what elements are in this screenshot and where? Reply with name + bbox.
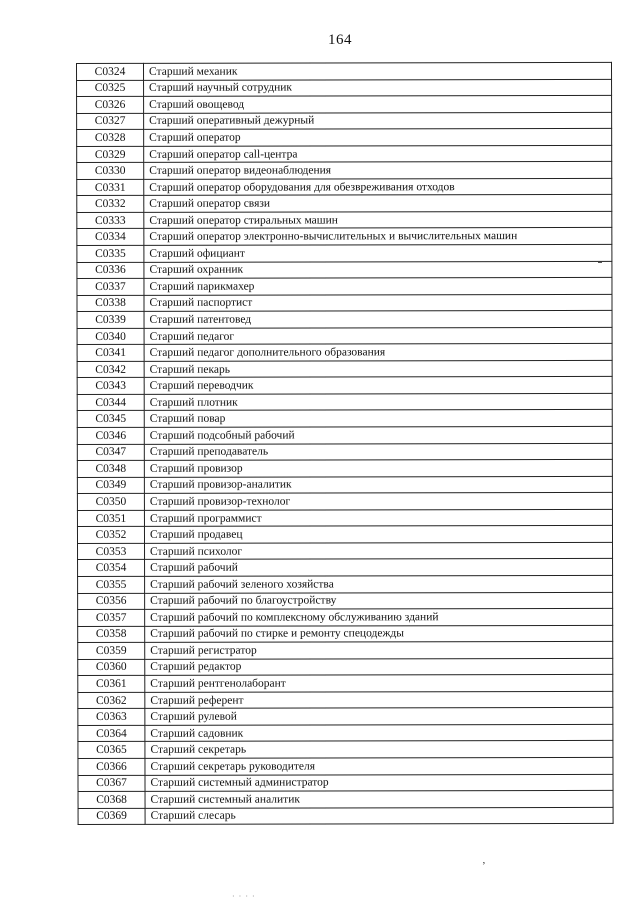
row-code: С0357 [78,609,145,626]
table-row [78,790,613,808]
row-occupation-name: Старший педагог дополнительного образования [144,344,612,362]
row-occupation-name: Старший рабочий по комплексному обслуживанию зданий [145,608,613,626]
row-code: С0349 [77,477,144,494]
row-occupation-name: Старший оператор call-центра [144,145,612,163]
table-row [77,294,612,312]
row-code: С0326 [77,96,144,113]
scan-edge-mark [598,262,602,263]
row-code: С0361 [78,676,145,693]
row-occupation-name: Старший психолог [145,542,613,560]
row-code: С0339 [77,312,144,329]
row-code: С0347 [77,444,144,461]
table-row [77,426,612,444]
row-occupation-name: Старший механик [144,62,612,80]
row-code: С0362 [78,692,145,709]
table-row [77,360,612,378]
table-row [78,807,613,825]
row-code: С0358 [78,626,145,643]
row-code: С0328 [77,130,144,147]
row-code: С0338 [77,295,144,312]
table-row [77,493,612,511]
table-row [78,608,613,626]
table-row [77,526,612,544]
table-row [77,228,612,246]
row-occupation-name: Старший рабочий [145,559,613,577]
table-row [77,261,612,279]
row-code: С0345 [77,411,144,428]
table-row [78,542,613,560]
table-row [77,344,612,362]
table-row [78,675,613,693]
table-body [77,62,614,824]
row-code: С0366 [78,758,145,775]
row-occupation-name: Старший провизор [144,460,612,478]
table-row [77,443,612,461]
table-row [77,112,612,130]
table-row [78,724,613,742]
scan-tick-mark: ‚ [482,854,486,866]
row-occupation-name: Старший секретарь [145,741,613,759]
table-row [77,393,612,411]
row-occupation-name: Старший патентовед [144,311,612,329]
row-occupation-name: Старший рабочий зеленого хозяйства [145,575,613,593]
row-occupation-name: Старший оператор стиральных машин [144,211,612,229]
row-occupation-name: Старший рентгенолаборант [145,675,613,693]
row-code: С0333 [77,212,144,229]
table-row [77,311,612,329]
row-code: С0329 [77,146,144,163]
row-occupation-name: Старший системный администратор [145,774,613,792]
row-code: С0351 [77,510,144,527]
row-occupation-name: Старший садовник [145,724,613,742]
row-occupation-name: Старший преподаватель [144,443,612,461]
row-code: С0330 [77,163,144,180]
table-row [77,62,612,80]
row-occupation-name: Старший подсобный рабочий [144,426,612,444]
table-row [77,410,612,428]
row-code: С0324 [77,63,144,80]
page-number: 164 [328,32,352,48]
row-occupation-name: Старший парикмахер [144,277,612,295]
row-code: С0359 [78,642,145,659]
row-occupation-name: Старший плотник [144,393,612,411]
row-occupation-name: Старший программист [144,509,612,527]
scan-dots-mark: · · · · [232,892,256,901]
row-occupation-name: Старший рулевой [145,708,613,726]
row-occupation-name: Старший провизор-аналитик [144,476,612,494]
row-code: С0352 [77,527,144,544]
row-code: С0340 [77,328,144,345]
table-row [78,559,613,577]
table-row [77,195,612,213]
row-code: С0342 [77,361,144,378]
table-row [77,277,612,295]
table-row [77,129,612,147]
row-occupation-name: Старший слесарь [145,807,613,825]
row-occupation-name: Старший секретарь руководителя [145,757,613,775]
row-occupation-name: Старший оператор электронно-вычислительных и вычислительных машин [144,228,612,246]
row-occupation-name: Старший рабочий по благоустройству [145,592,613,610]
table-row [77,95,612,113]
row-occupation-name: Старший оперативный дежурный [144,112,612,130]
table-row [78,774,613,792]
table-row [78,592,613,610]
row-occupation-name: Старший овощевод [144,95,612,113]
row-occupation-name: Старший охранник [144,261,612,279]
row-occupation-name: Старший системный аналитик [145,790,613,808]
row-occupation-name: Старший оператор [144,129,612,147]
row-code: С0337 [77,278,144,295]
row-code: С0355 [78,576,145,593]
row-occupation-name: Старший оператор оборудования для обезвреживания отходов [144,178,612,196]
row-code: С0350 [77,494,144,511]
row-occupation-name: Старший оператор связи [144,195,612,213]
table-row [77,211,612,229]
table-row [77,377,612,395]
row-occupation-name: Старший педагог [144,327,612,345]
row-occupation-name: Старший редактор [145,658,613,676]
table-row [77,509,612,527]
table-row [78,741,613,759]
table-row [77,460,612,478]
row-code: С0346 [77,427,144,444]
table-row [77,244,612,262]
row-code: С0365 [78,742,145,759]
row-occupation-name: Старший научный сотрудник [144,79,612,97]
row-occupation-name: Старший официант [144,244,612,262]
table-row [78,757,613,775]
row-occupation-name: Старший продавец [144,526,612,544]
row-code: С0332 [77,196,144,213]
row-code: С0363 [78,709,145,726]
row-code: С0335 [77,245,144,262]
row-code: С0360 [78,659,145,676]
table-row [77,162,612,180]
row-code: С0369 [78,808,145,825]
row-code: С0341 [77,345,144,362]
row-occupation-name: Старший провизор-технолог [144,493,612,511]
row-code: С0325 [77,80,144,97]
row-occupation-name: Старший пекарь [144,360,612,378]
table-row [78,642,613,660]
row-occupation-name: Старший паспортист [144,294,612,312]
row-code: С0344 [77,394,144,411]
table-row [77,79,612,97]
table-row [77,476,612,494]
table-row [78,658,613,676]
table-row [77,178,612,196]
row-code: С0353 [78,543,145,560]
row-code: С0334 [77,229,144,246]
occupation-code-table [76,62,614,825]
row-occupation-name: Старший переводчик [144,377,612,395]
table-row [78,625,613,643]
row-code: С0356 [78,593,145,610]
row-code: С0367 [78,775,145,792]
row-code: С0348 [77,460,144,477]
table-row [78,708,613,726]
table-row [77,145,612,163]
row-code: С0336 [77,262,144,279]
row-code: С0331 [77,179,144,196]
row-code: С0343 [77,378,144,395]
row-code: С0368 [78,791,145,808]
row-code: С0327 [77,113,144,130]
row-occupation-name: Старший референт [145,691,613,709]
row-occupation-name: Старший оператор видеонаблюдения [144,162,612,180]
table-row [77,327,612,345]
row-code: С0354 [78,560,145,577]
row-code: С0364 [78,725,145,742]
row-occupation-name: Старший рабочий по стирке и ремонту спецодежды [145,625,613,643]
table-row [78,691,613,709]
row-occupation-name: Старший регистратор [145,642,613,660]
row-occupation-name: Старший повар [144,410,612,428]
table-row [78,575,613,593]
